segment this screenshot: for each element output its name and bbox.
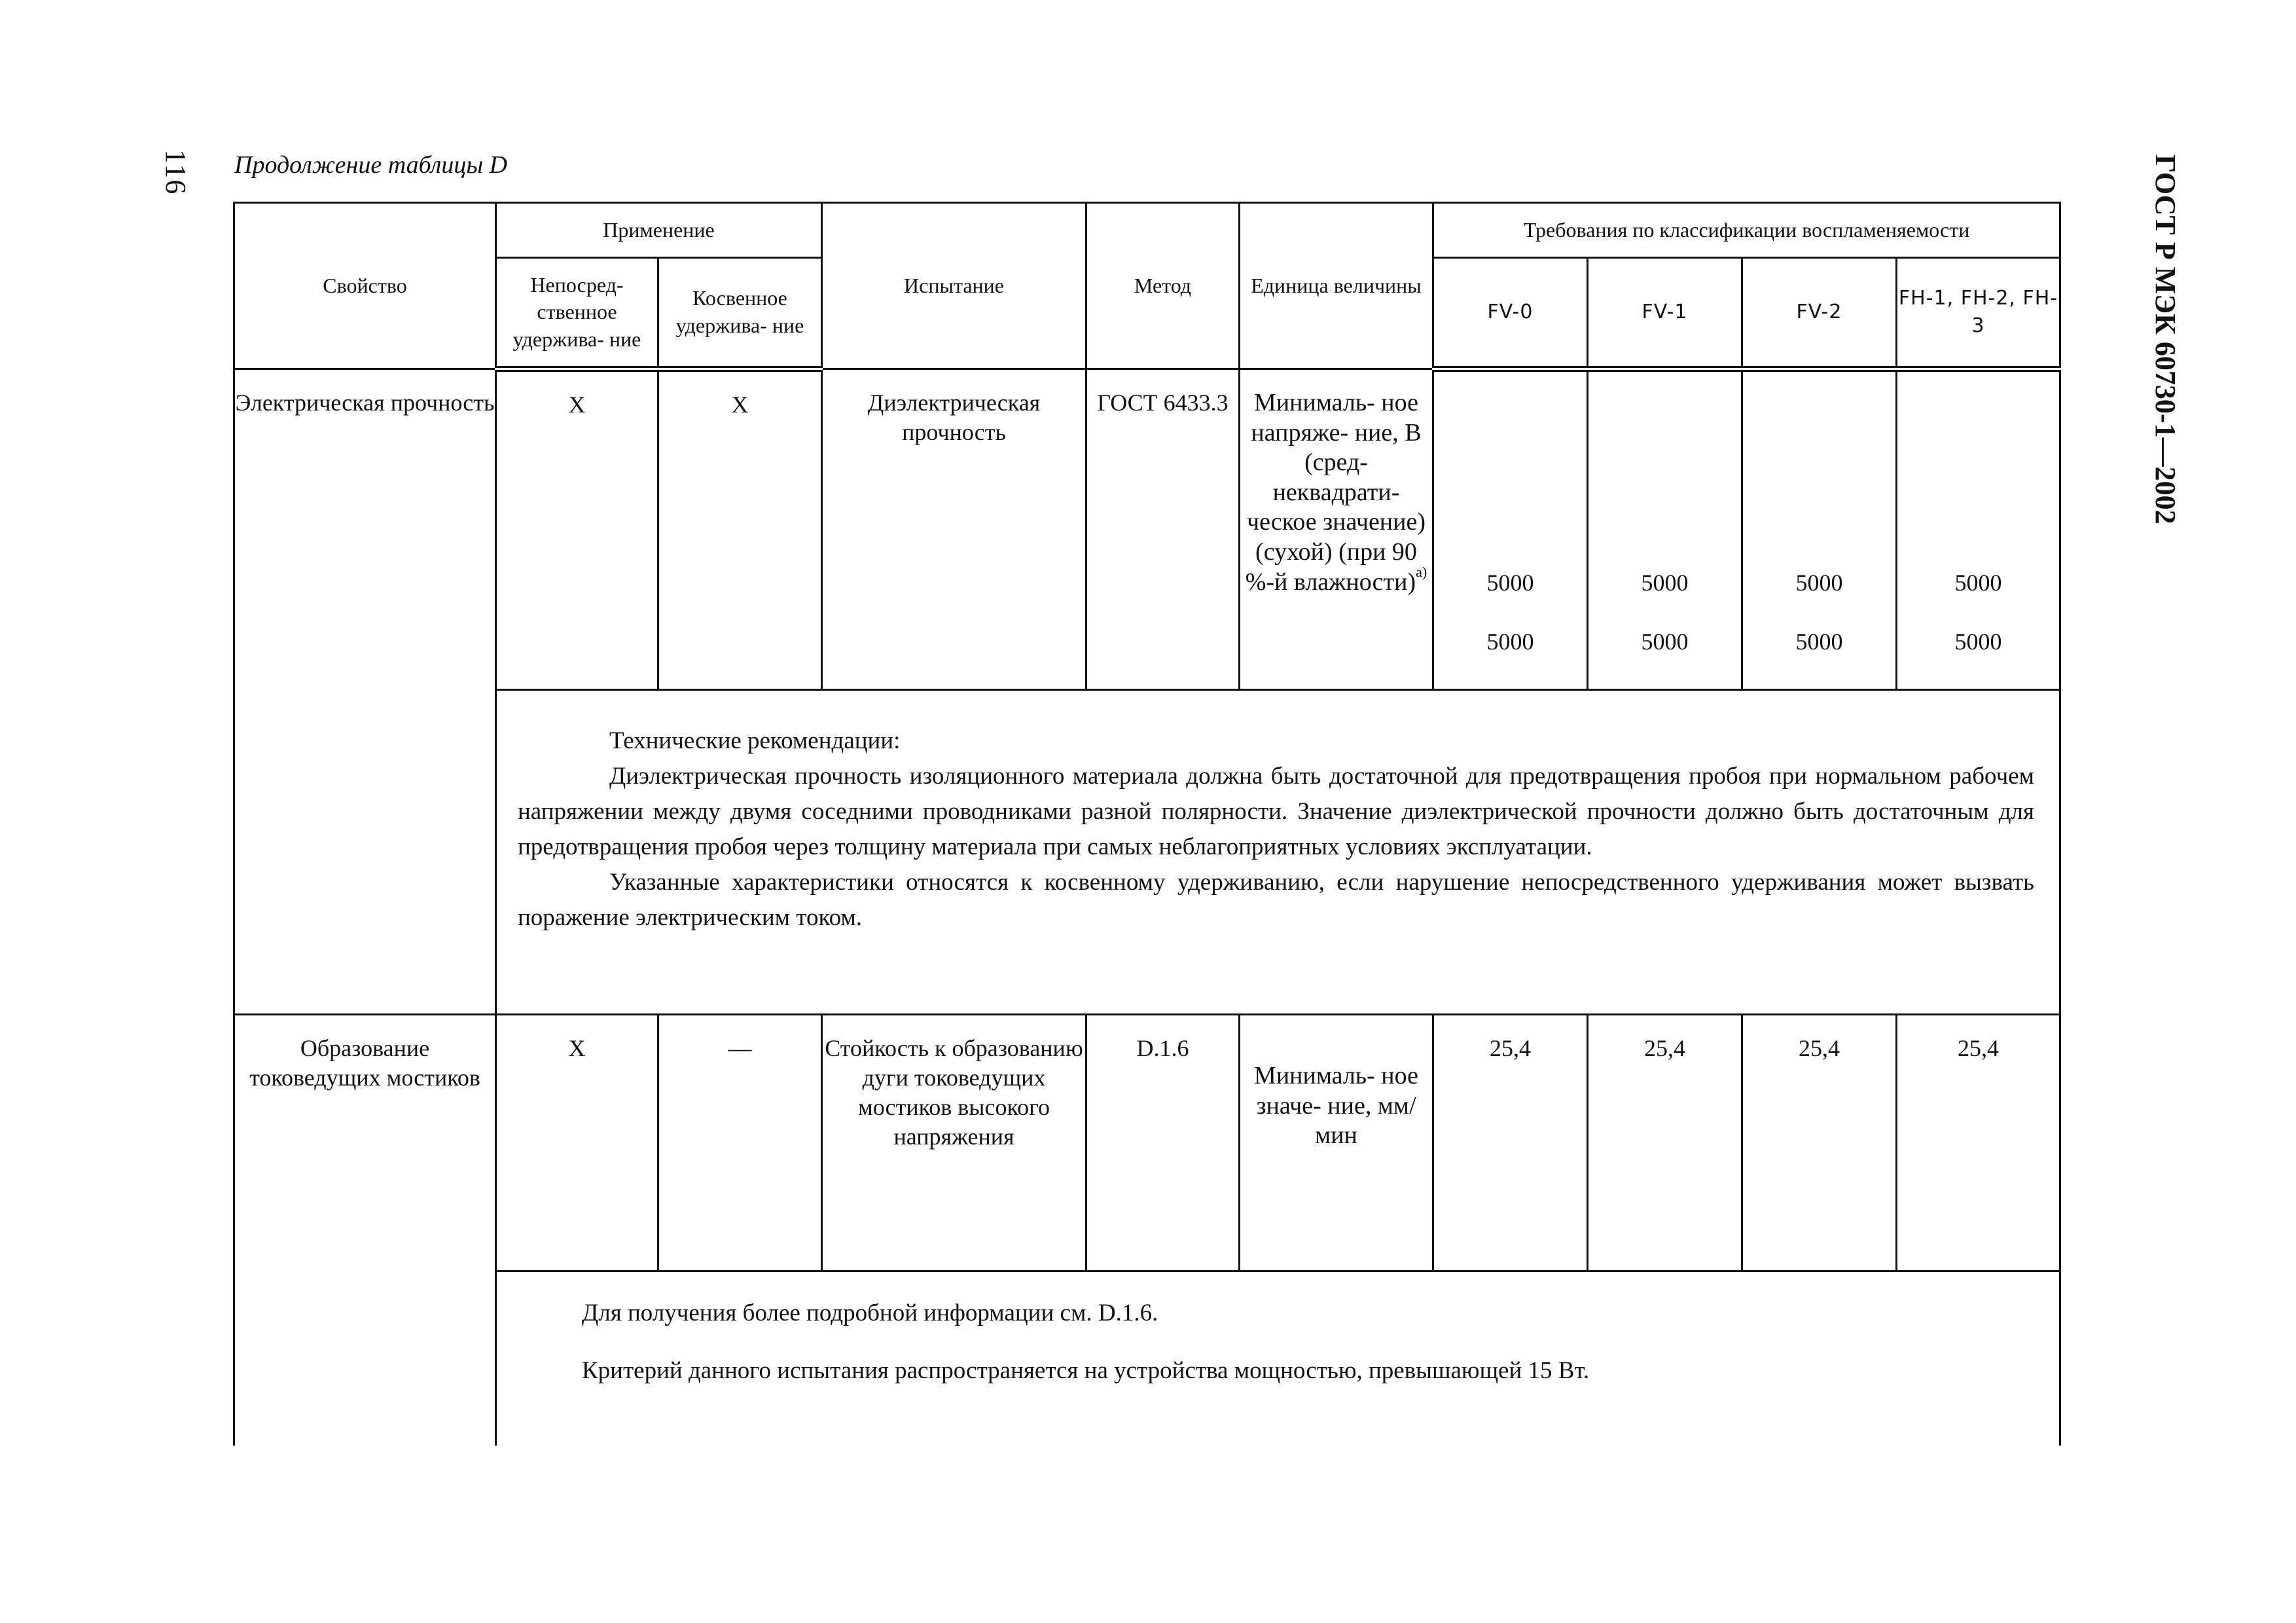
- page-number: 116: [160, 149, 192, 196]
- header-requirements: Требования по классификации воспламеняемости: [1433, 203, 2060, 258]
- value-dry: 5000: [1641, 570, 1689, 596]
- value-dry: 5000: [1486, 570, 1534, 596]
- cell-test-1: Диэлектрическая прочность: [822, 369, 1086, 690]
- row-electrical-strength-note: [234, 690, 2060, 1015]
- cell-fv2-2: 25,4: [1742, 1015, 1897, 1271]
- cell-indirect-1: X: [658, 369, 822, 690]
- header-direct: Непосред- ственное удержива- ние: [496, 258, 658, 369]
- note-title: Технические рекомендации:: [609, 727, 901, 754]
- technical-recommendations: [496, 690, 2060, 1015]
- tracking-note: [496, 1271, 2060, 1446]
- value-humid: 5000: [1486, 629, 1534, 655]
- value-dry: 5000: [1954, 570, 2002, 596]
- header-method: Метод: [1086, 203, 1240, 369]
- header-fv0: FV-0: [1433, 258, 1588, 369]
- header-unit: Единица величины: [1240, 203, 1433, 369]
- header-fv2: FV-2: [1742, 258, 1897, 369]
- cell-unit-1: [1240, 369, 1433, 690]
- note-paragraph-1: Диэлектрическая прочность изоляционного материала должна быть достаточной для предотвращения пробоя при нормальном рабочем напряжении между двумя соседними проводниками разной полярности. Значение диэлектрической прочности должно быть достаточным для предотвращения пробоя через толщину материала при самых неблагоприятных условиях эксплуатации.: [518, 763, 2035, 861]
- cell-fv1-1: [1588, 369, 1742, 690]
- cell-fv1-2: 25,4: [1588, 1015, 1742, 1271]
- cell-property-1: Электрическая прочность: [234, 369, 496, 1015]
- cell-method-1: ГОСТ 6433.3: [1086, 369, 1240, 690]
- cell-direct-2: X: [496, 1015, 658, 1271]
- header-application: Применение: [496, 203, 822, 258]
- cell-fv0-2: 25,4: [1433, 1015, 1588, 1271]
- value-humid: 5000: [1795, 629, 1843, 655]
- cell-direct-1: X: [496, 369, 658, 690]
- footnote-mark: a): [1416, 563, 1427, 580]
- header-property: Свойство: [234, 203, 496, 369]
- document-code: ГОСТ Р МЭК 60730-1—2002: [2149, 155, 2181, 524]
- note-line-2: Критерий данного испытания распространяется на устройства мощностью, превышающей 15 Вт.: [582, 1357, 1590, 1385]
- cell-test-2: Стойкость к образованию дуги токоведущих мостиков высокого напряжения: [822, 1015, 1086, 1271]
- cell-indirect-2: —: [658, 1015, 822, 1271]
- cell-fv0-1: [1433, 369, 1588, 690]
- cell-unit-2: Минималь- ное значе- ние, мм/мин: [1240, 1015, 1433, 1271]
- cell-fv2-1: [1742, 369, 1897, 690]
- row-tracking-note: [234, 1271, 2060, 1446]
- value-humid: 5000: [1954, 629, 2002, 655]
- row-tracking: [234, 1015, 2060, 1271]
- unit-text-1: Минималь- ное напряже- ние, В (сред- неквадрати- ческое значение) (сухой) (при 90 %-й влажности): [1245, 389, 1426, 596]
- header-indirect: Косвенное удержива- ние: [658, 258, 822, 369]
- header-row-1: [234, 203, 2060, 258]
- header-test: Испытание: [822, 203, 1086, 369]
- requirements-table: [233, 202, 2061, 1446]
- cell-fh-1: [1897, 369, 2060, 690]
- cell-property-2: Образование токоведущих мостиков: [234, 1015, 496, 1446]
- table-caption: Продолжение таблицы D: [234, 151, 508, 179]
- note-line-1: Для получения более подробной информации см. D.1.6.: [582, 1300, 1158, 1326]
- value-dry: 5000: [1795, 570, 1843, 596]
- header-fv1: FV-1: [1588, 258, 1742, 369]
- header-fh: FH-1, FH-2, FH-3: [1897, 258, 2060, 369]
- value-humid: 5000: [1641, 629, 1689, 655]
- note-paragraph-2: Указанные характеристики относятся к косвенному удерживанию, если нарушение непосредственного удерживания может вызвать поражение электрическим током.: [518, 869, 2035, 932]
- cell-method-2: D.1.6: [1086, 1015, 1240, 1271]
- cell-fh-2: 25,4: [1897, 1015, 2060, 1271]
- row-electrical-strength: [234, 369, 2060, 690]
